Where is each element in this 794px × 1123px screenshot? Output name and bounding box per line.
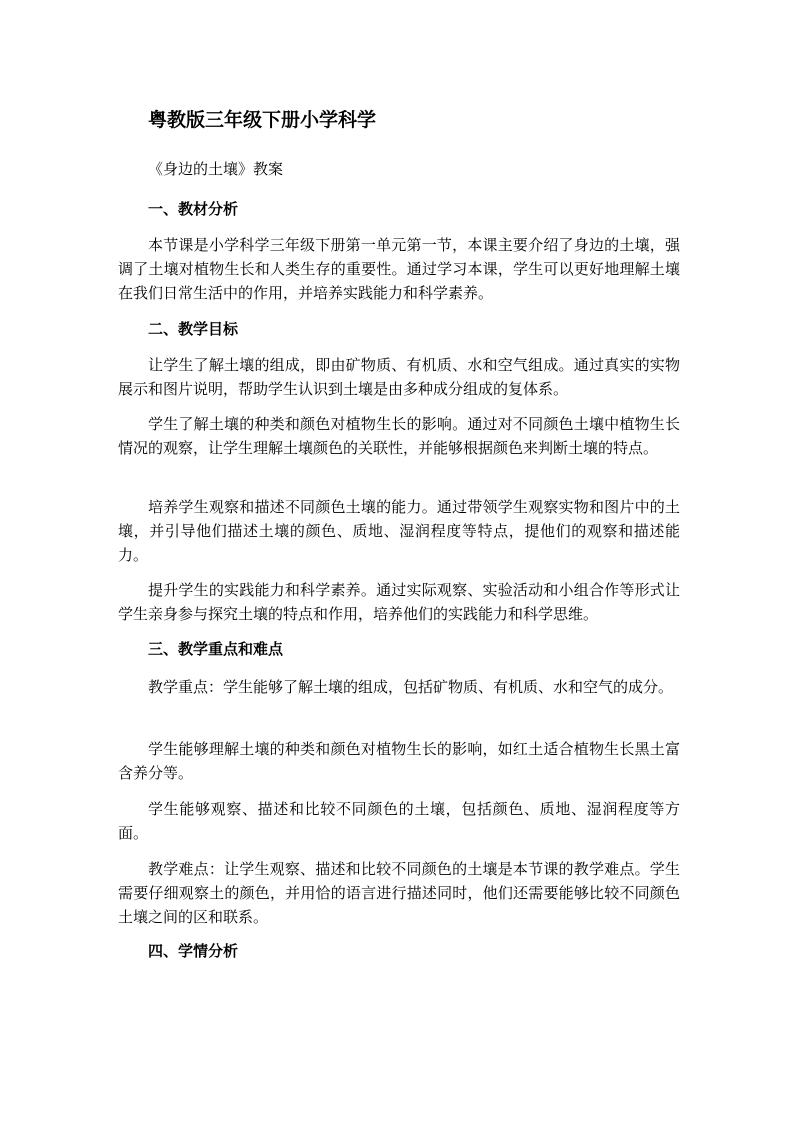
paragraph: 学生了解土壤的种类和颜色对植物生长的影响。通过对不同颜色土壤中植物生长情况的观察，让学生理解土壤颜色的关联性，并能够根据颜色来判断土壤的特点。 (118, 415, 680, 457)
paragraph: 教学难点：让学生观察、描述和比较不同颜色的土壤是本节课的教学难点。学生需要仔细观察土的颜色，并用恰的语言进行描述同时，他们还需要能够比较不同颜色土壤之间的区和联系。 (118, 860, 680, 926)
section-heading-student-analysis: 四、学情分析 (148, 942, 239, 960)
paragraph: 提升学生的实践能力和科学素养。通过实际观察、实验活动和小组合作等形式让学生亲身参与探究土壤的特点和作用，培养他们的实践能力和科学思维。 (118, 581, 680, 623)
section-heading-analysis: 一、教材分析 (148, 200, 239, 218)
paragraph: 本节课是小学科学三年级下册第一单元第一节，本课主要介绍了身边的土壤，强调了土壤对植物生长和人类生存的重要性。通过学习本课，学生可以更好地理解土壤在我们日常生活中的作用，并培养实践能力和科学素养。 (118, 236, 680, 302)
paragraph: 培养学生观察和描述不同颜色土壤的能力。通过带领学生观察实物和图片中的土壤，并引导他们描述土壤的颜色、质地、湿润程度等特点，提他们的观察和描述能力。 (118, 498, 680, 564)
section-heading-key-points: 三、教学重点和难点 (148, 640, 284, 658)
document-subtitle: 《身边的土壤》教案 (148, 160, 284, 178)
section-heading-objectives: 二、教学目标 (148, 320, 239, 338)
paragraph: 学生能够理解土壤的种类和颜色对植物生长的影响，如红土适合植物生长黑土富含养分等。 (118, 740, 680, 782)
paragraph: 教学重点：学生能够了解土壤的组成，包括矿物质、有机质、水和空气的成分。 (148, 678, 674, 696)
paragraph: 让学生了解土壤的组成，即由矿物质、有机质、水和空气组成。通过真实的实物展示和图片说明，帮助学生认识到土壤是由多种成分组成的复体系。 (118, 356, 680, 398)
document-title: 粤教版三年级下册小学科学 (148, 109, 377, 131)
paragraph: 学生能够观察、描述和比较不同颜色的土壤，包括颜色、质地、湿润程度等方面。 (118, 800, 680, 842)
